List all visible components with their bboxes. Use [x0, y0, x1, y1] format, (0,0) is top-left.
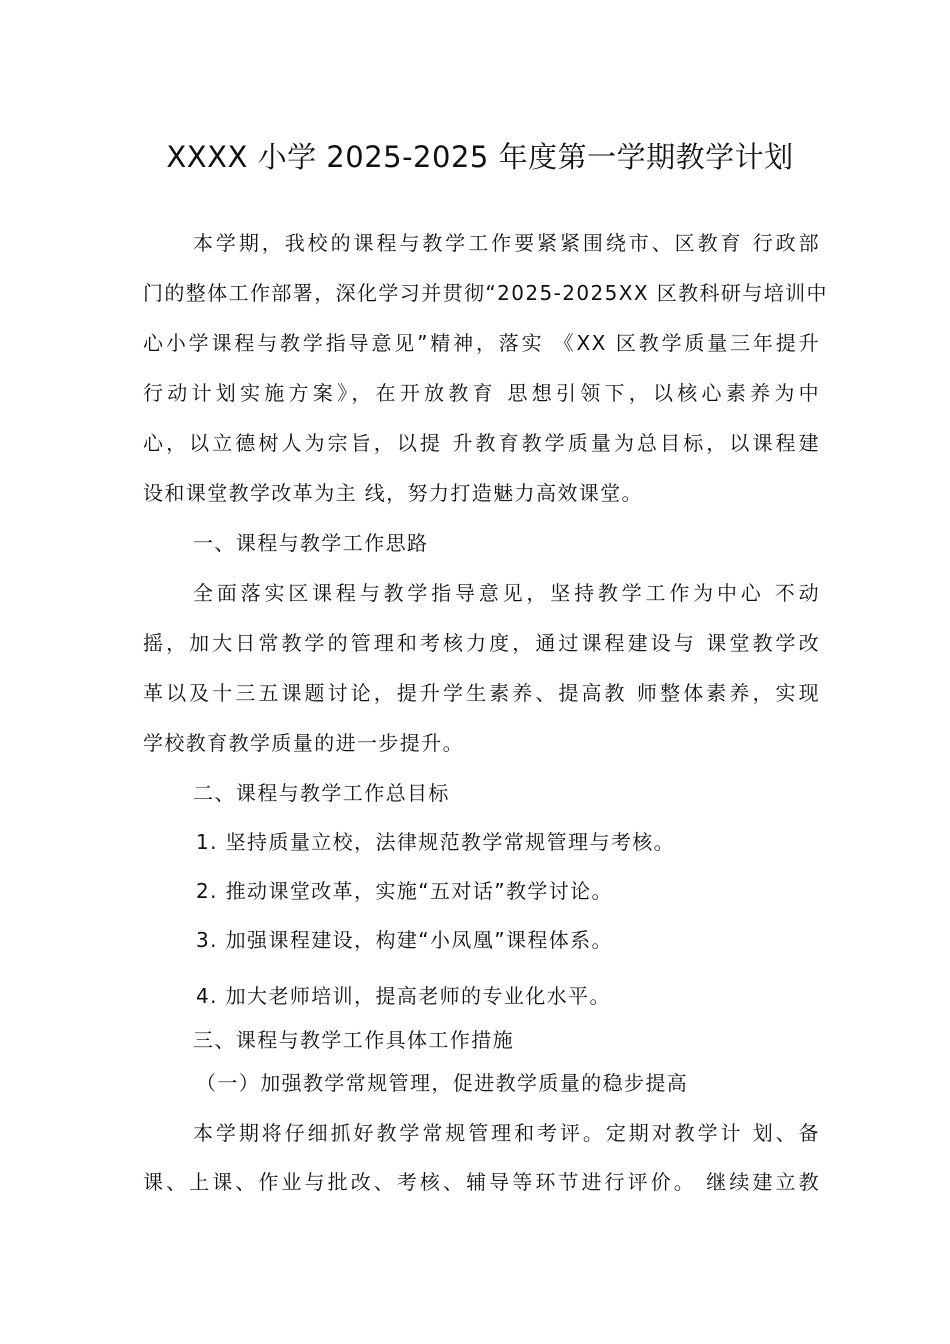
goal-item: 1. 坚持质量立校，法律规范教学常规管理与考核。	[196, 830, 676, 854]
section-heading-1: 一、课程与教学工作思路	[193, 531, 429, 555]
section1-line: 革以及十三五课题讨论，提升学生素养、提高教 师整体素养，实现	[143, 681, 820, 705]
intro-line: 本学期，我校的课程与教学工作要紧紧围绕市、区教育 行政部	[193, 231, 820, 255]
goal-item: 2. 推动课堂改革，实施“五对话”教学讨论。	[196, 879, 613, 903]
section1-line: 全面落实区课程与教学指导意见，坚持教学工作为中心 不动	[193, 581, 820, 605]
section1-line: 学校教育教学质量的进一步提升。	[143, 731, 464, 755]
sub1-line: 课、上课、作业与批改、考核、辅导等环节进行评价。 继续建立教	[143, 1170, 820, 1194]
intro-line: 心小学课程与教学指导意见”精神，落实 《XX 区教学质量三年提升	[143, 331, 820, 355]
section-heading-3: 三、课程与教学工作具体工作措施	[193, 1028, 514, 1052]
section1-line: 摇，加大日常教学的管理和考核力度，通过课程建设与 课堂教学改	[143, 631, 820, 655]
intro-line: 设和课堂教学改革为主 线，努力打造魅力高效课堂。	[143, 481, 643, 505]
intro-line: 心，以立德树人为宗旨，以提 升教育教学质量为总目标，以课程建	[143, 431, 820, 455]
sub1-line: 本学期将仔细抓好教学常规管理和考评。定期对教学计 划、备	[193, 1121, 820, 1145]
intro-line: 行动计划实施方案》，在开放教育 思想引领下，以核心素养为中	[143, 381, 820, 405]
section-heading-2: 二、课程与教学工作总目标	[193, 781, 450, 805]
goal-item: 4. 加大老师培训，提高老师的专业化水平。	[196, 984, 611, 1008]
intro-line: 门的整体工作部署，深化学习并贯彻“2025-2025XX 区教科研与培训中	[143, 281, 828, 305]
subsection-heading-1: （一）加强教学常规管理，促进教学质量的稳步提高	[196, 1071, 689, 1095]
document-title: XXXX 小学 2025-2025 年度第一学期教学计划	[166, 140, 794, 174]
goal-item: 3. 加强课程建设，构建“小凤凰”课程体系。	[196, 928, 613, 952]
